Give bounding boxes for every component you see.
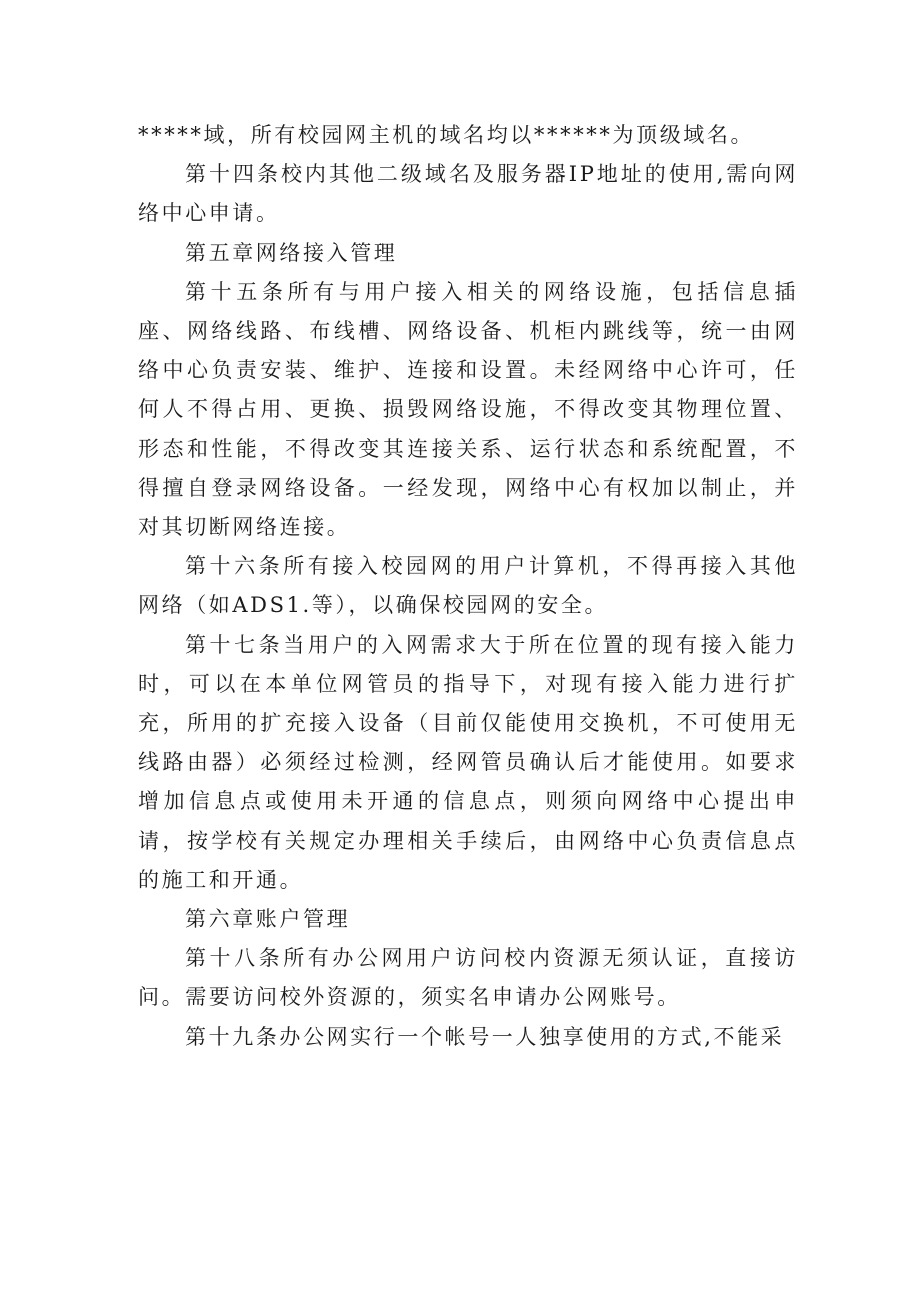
paragraph-article-15: 第十五条所有与用户接入相关的网络设施，包括信息插座、网络线路、布线槽、网络设备、机柜内跳线等，统一由网络中心负责安装、维护、连接和设置。未经网络中心许可，任何人不得占用、更换、损毁网络设施，不得改变其物理位置、形态和性能，不得改变其连接关系、运行状态和系统配置，不得擅自登录网络设备。一经发现，网络中心有权加以制止，并对其切断网络连接。 (138, 279, 798, 540)
paragraph-article-18: 第十八条所有办公网用户访问校内资源无须认证，直接访问。需要访问校外资源的，须实名申请办公网账号。 (138, 946, 798, 1010)
paragraph-article-16: 第十六条所有接入校园网的用户计算机，不得再接入其他网络（如ADS1.等），以确保校园网的安全。 (138, 554, 798, 618)
paragraph-article-14: 第十四条校内其他二级域名及服务器IP地址的使用,需向网络中心申请。 (138, 162, 798, 226)
paragraph-article-17: 第十七条当用户的入网需求大于所在位置的现有接入能力时，可以在本单位网管员的指导下，对现有接入能力进行扩充，所用的扩充接入设备（目前仅能使用交换机，不可使用无线路由器）必须经过检测，经网管员确认后才能使用。如要求增加信息点或使用未开通的信息点，则须向网络中心提出申请，按学校有关规定办理相关手续后，由网络中心负责信息点的施工和开通。 (138, 632, 798, 892)
chapter-heading-6: 第六章账户管理 (185, 907, 351, 932)
document-body (138, 116, 798, 1057)
paragraph-domain-continuation: *****域，所有校园网主机的域名均以******为顶级域名。 (138, 123, 755, 147)
chapter-heading-5: 第五章网络接入管理 (185, 240, 398, 265)
paragraph-article-19: 第十九条办公网实行一个帐号一人独享使用的方式,不能采 (185, 1024, 785, 1049)
